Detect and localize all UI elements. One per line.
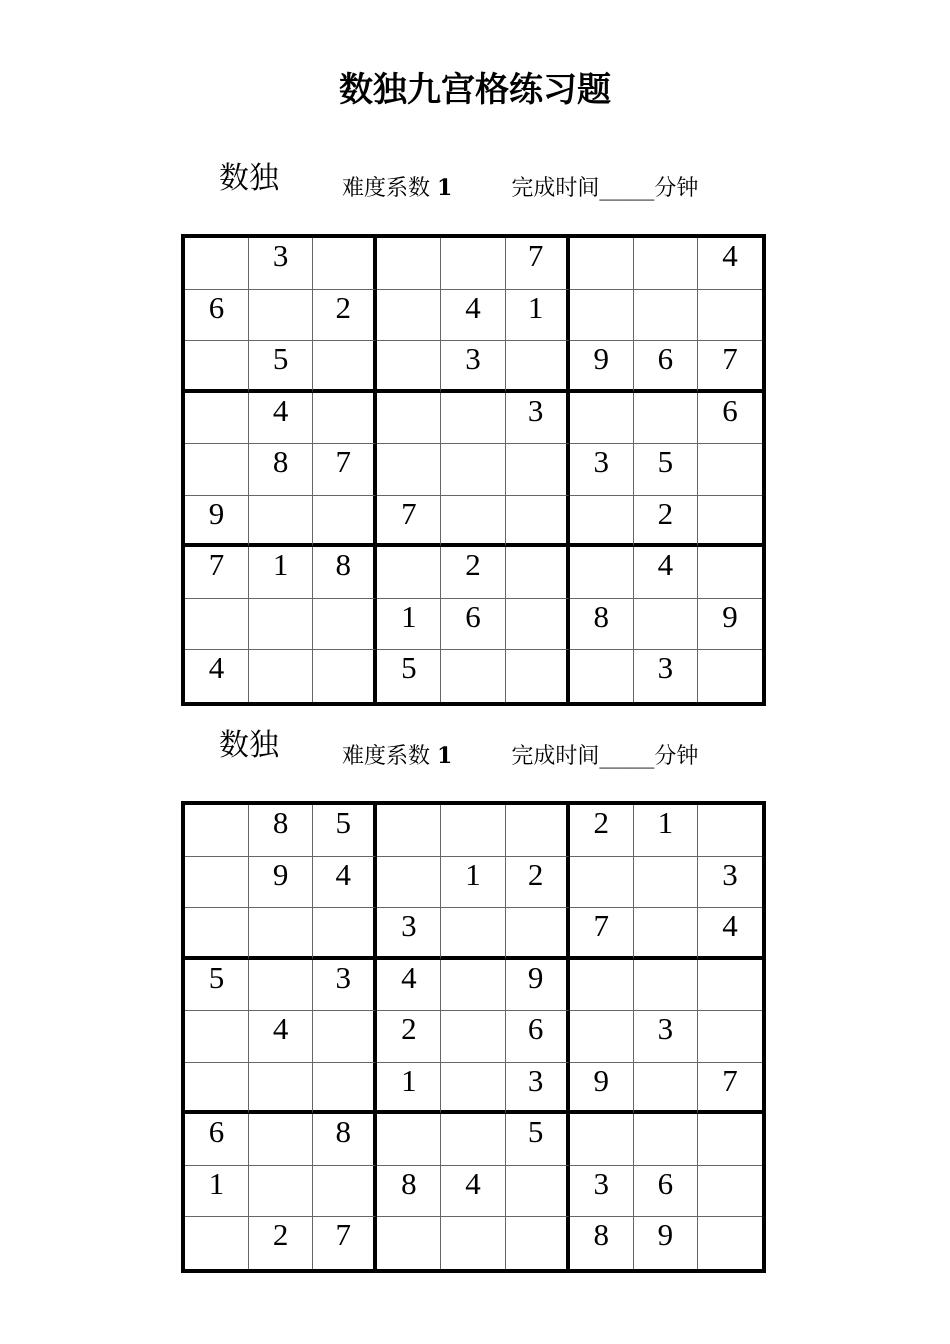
sudoku-cell[interactable] (634, 1063, 698, 1115)
sudoku-cell[interactable] (441, 1114, 505, 1166)
cell-digit: 6 (657, 341, 674, 377)
sudoku-cell[interactable] (249, 444, 313, 496)
cell-digit: 3 (335, 959, 352, 995)
sudoku-cell[interactable] (249, 393, 313, 445)
sudoku-cell[interactable] (698, 1011, 762, 1063)
sudoku-cell[interactable] (570, 1114, 634, 1166)
sudoku-cell[interactable] (570, 341, 634, 393)
puzzle-1-label: 数独 (219, 161, 279, 196)
sudoku-cell[interactable] (249, 599, 313, 651)
cell-digit: 6 (657, 1165, 674, 1201)
sudoku-cell[interactable] (377, 908, 441, 960)
cell-digit: 4 (657, 547, 674, 583)
cell-digit: 2 (657, 495, 674, 531)
sudoku-cell[interactable] (506, 393, 570, 445)
sudoku-cell[interactable] (249, 1011, 313, 1063)
sudoku-cell[interactable] (313, 290, 377, 342)
cell-digit: 3 (657, 1011, 674, 1047)
sudoku-cell[interactable] (698, 960, 762, 1012)
sudoku-cell[interactable] (634, 341, 698, 393)
sudoku-cell[interactable] (377, 1063, 441, 1115)
sudoku-cell[interactable] (506, 547, 570, 599)
sudoku-cell[interactable] (698, 393, 762, 445)
sudoku-cell[interactable] (313, 238, 377, 290)
sudoku-cell[interactable] (313, 1063, 377, 1115)
sudoku-cell[interactable] (249, 238, 313, 290)
sudoku-cell[interactable] (570, 805, 634, 857)
cell-digit: 9 (657, 1217, 674, 1253)
sudoku-cell[interactable] (377, 857, 441, 909)
sudoku-cell[interactable] (570, 547, 634, 599)
puzzle-2-grid (181, 801, 766, 1273)
sudoku-cell[interactable] (634, 1114, 698, 1166)
cell-digit: 9 (722, 598, 738, 634)
sudoku-cell[interactable] (441, 444, 505, 496)
cell-digit: 5 (272, 341, 289, 377)
cell-digit: 4 (465, 289, 481, 325)
sudoku-cell[interactable] (185, 393, 249, 445)
cell-digit: 3 (593, 444, 609, 480)
sudoku-cell[interactable] (249, 1217, 313, 1269)
cell-digit: 4 (722, 908, 738, 944)
sudoku-cell[interactable] (185, 496, 249, 548)
sudoku-cell[interactable] (634, 1166, 698, 1218)
sudoku-cell[interactable] (570, 393, 634, 445)
sudoku-cell[interactable] (570, 857, 634, 909)
sudoku-cell[interactable] (185, 960, 249, 1012)
cell-digit: 7 (401, 495, 417, 531)
sudoku-cell[interactable] (634, 908, 698, 960)
sudoku-cell[interactable] (377, 805, 441, 857)
puzzle-1-time-label: 完成时间_____分钟 (511, 176, 699, 201)
cell-digit: 4 (335, 856, 352, 892)
sudoku-cell[interactable] (634, 1217, 698, 1269)
sudoku-cell[interactable] (506, 857, 570, 909)
sudoku-cell[interactable] (377, 238, 441, 290)
puzzle-1-grid (181, 234, 766, 706)
sudoku-cell[interactable] (249, 857, 313, 909)
cell-digit: 1 (401, 598, 417, 634)
puzzle-2-difficulty-label: 难度系数 (342, 744, 431, 769)
sudoku-cell[interactable] (698, 650, 762, 702)
sudoku-cell[interactable] (506, 444, 570, 496)
sudoku-cell[interactable] (570, 650, 634, 702)
sudoku-cell[interactable] (570, 444, 634, 496)
cell-digit: 3 (527, 1062, 544, 1098)
sudoku-cell[interactable] (249, 650, 313, 702)
cell-digit: 6 (465, 598, 481, 634)
cell-digit: 7 (722, 341, 738, 377)
cell-digit: 9 (272, 856, 289, 892)
cell-digit: 8 (401, 1165, 417, 1201)
sudoku-cell[interactable] (185, 908, 249, 960)
sudoku-cell[interactable] (698, 290, 762, 342)
sudoku-cell[interactable] (185, 1011, 249, 1063)
sudoku-cell[interactable] (441, 1217, 505, 1269)
cell-digit: 6 (208, 1114, 225, 1150)
sudoku-cell[interactable] (634, 599, 698, 651)
sudoku-cell[interactable] (249, 341, 313, 393)
sudoku-cell[interactable] (185, 805, 249, 857)
sudoku-cell[interactable] (185, 1063, 249, 1115)
sudoku-cell[interactable] (377, 341, 441, 393)
sudoku-cell[interactable] (634, 444, 698, 496)
sudoku-cell[interactable] (634, 805, 698, 857)
sudoku-cell[interactable] (506, 599, 570, 651)
cell-digit: 9 (593, 1062, 609, 1098)
sudoku-cell[interactable] (313, 1011, 377, 1063)
cell-digit: 8 (272, 444, 289, 480)
sudoku-cell[interactable] (506, 960, 570, 1012)
sudoku-cell[interactable] (698, 1114, 762, 1166)
sudoku-cell[interactable] (570, 1217, 634, 1269)
cell-digit: 9 (208, 495, 225, 531)
sudoku-cell[interactable] (185, 1166, 249, 1218)
sudoku-cell[interactable] (698, 1217, 762, 1269)
cell-digit: 2 (527, 856, 544, 892)
cell-digit: 7 (722, 1062, 738, 1098)
puzzle-1-difficulty-label: 难度系数 (342, 176, 431, 201)
cell-digit: 1 (208, 1165, 225, 1201)
sudoku-cell[interactable] (185, 599, 249, 651)
puzzle-2-label: 数独 (219, 728, 279, 763)
cell-digit: 8 (335, 547, 352, 583)
cell-digit: 1 (465, 856, 481, 892)
sudoku-cell[interactable] (506, 238, 570, 290)
sudoku-cell[interactable] (377, 393, 441, 445)
cell-digit: 8 (593, 598, 609, 634)
sudoku-cell[interactable] (441, 1063, 505, 1115)
sudoku-cell[interactable] (313, 805, 377, 857)
cell-digit: 4 (465, 1165, 481, 1201)
sudoku-cell[interactable] (698, 444, 762, 496)
sudoku-cell[interactable] (313, 1114, 377, 1166)
cell-digit: 6 (527, 1011, 544, 1047)
sudoku-cell[interactable] (570, 599, 634, 651)
sudoku-cell[interactable] (570, 908, 634, 960)
sudoku-cell[interactable] (506, 650, 570, 702)
sudoku-cell[interactable] (506, 1114, 570, 1166)
sudoku-cell[interactable] (441, 290, 505, 342)
cell-digit: 3 (465, 341, 481, 377)
sudoku-cell[interactable] (377, 290, 441, 342)
cell-digit: 2 (335, 289, 352, 325)
sudoku-cell[interactable] (249, 1114, 313, 1166)
sudoku-cell[interactable] (698, 1166, 762, 1218)
cell-digit: 2 (465, 547, 481, 583)
sudoku-cell[interactable] (185, 1114, 249, 1166)
cell-digit: 5 (527, 1114, 544, 1150)
sudoku-cell[interactable] (313, 341, 377, 393)
cell-digit: 6 (722, 392, 738, 428)
sudoku-cell[interactable] (634, 547, 698, 599)
cell-digit: 7 (593, 908, 609, 944)
cell-digit: 3 (722, 856, 738, 892)
sudoku-cell[interactable] (313, 547, 377, 599)
sudoku-cell[interactable] (313, 444, 377, 496)
cell-digit: 3 (272, 238, 289, 273)
sudoku-cell[interactable] (441, 393, 505, 445)
sudoku-cell[interactable] (634, 238, 698, 290)
sudoku-cell[interactable] (441, 1011, 505, 1063)
sudoku-cell[interactable] (634, 857, 698, 909)
sudoku-cell[interactable] (249, 290, 313, 342)
sudoku-cell[interactable] (634, 960, 698, 1012)
cell-digit: 4 (208, 650, 225, 686)
sudoku-cell[interactable] (698, 238, 762, 290)
sudoku-cell[interactable] (441, 805, 505, 857)
sudoku-cell[interactable] (441, 908, 505, 960)
cell-digit: 9 (593, 341, 609, 377)
sudoku-cell[interactable] (441, 599, 505, 651)
cell-digit: 4 (272, 1011, 289, 1047)
sudoku-cell[interactable] (506, 805, 570, 857)
sudoku-cell[interactable] (698, 496, 762, 548)
sudoku-cell[interactable] (377, 599, 441, 651)
sudoku-cell[interactable] (506, 1063, 570, 1115)
page-title: 数独九宫格练习题 (339, 70, 611, 110)
cell-digit: 1 (657, 805, 674, 840)
sudoku-cell[interactable] (570, 960, 634, 1012)
sudoku-cell[interactable] (249, 908, 313, 960)
sudoku-cell[interactable] (313, 857, 377, 909)
sudoku-cell[interactable] (377, 1011, 441, 1063)
sudoku-cell[interactable] (185, 341, 249, 393)
sudoku-cell[interactable] (313, 1217, 377, 1269)
sudoku-cell[interactable] (185, 547, 249, 599)
sudoku-cell[interactable] (634, 650, 698, 702)
cell-digit: 4 (401, 959, 417, 995)
sudoku-cell[interactable] (506, 1011, 570, 1063)
cell-digit: 3 (657, 650, 674, 686)
sudoku-cell[interactable] (441, 857, 505, 909)
cell-digit: 4 (272, 392, 289, 428)
sudoku-cell[interactable] (506, 1166, 570, 1218)
sudoku-cell[interactable] (441, 1166, 505, 1218)
cell-digit: 1 (527, 289, 544, 325)
sudoku-cell[interactable] (441, 496, 505, 548)
sudoku-cell[interactable] (249, 960, 313, 1012)
sudoku-cell[interactable] (313, 960, 377, 1012)
cell-digit: 5 (208, 959, 225, 995)
cell-digit: 7 (335, 444, 352, 480)
sudoku-cell[interactable] (377, 444, 441, 496)
cell-digit: 5 (401, 650, 417, 686)
puzzle-2-meta (342, 739, 698, 770)
sudoku-cell[interactable] (249, 1166, 313, 1218)
sudoku-cell[interactable] (698, 857, 762, 909)
sudoku-cell[interactable] (698, 1063, 762, 1115)
sudoku-cell[interactable] (313, 496, 377, 548)
sudoku-cell[interactable] (185, 1217, 249, 1269)
sudoku-cell[interactable] (377, 650, 441, 702)
sudoku-cell[interactable] (698, 599, 762, 651)
cell-digit: 8 (272, 805, 289, 840)
sudoku-cell[interactable] (313, 650, 377, 702)
sudoku-cell[interactable] (506, 496, 570, 548)
sudoku-cell[interactable] (185, 238, 249, 290)
puzzle-1-difficulty-value: 1 (437, 175, 453, 201)
sudoku-cell[interactable] (506, 341, 570, 393)
sudoku-cell[interactable] (570, 1011, 634, 1063)
cell-digit: 3 (527, 392, 544, 428)
cell-digit: 5 (657, 444, 674, 480)
cell-digit: 7 (527, 238, 544, 273)
sudoku-cell[interactable] (249, 496, 313, 548)
sudoku-cell[interactable] (634, 496, 698, 548)
sudoku-cell[interactable] (506, 1217, 570, 1269)
sudoku-cell[interactable] (377, 547, 441, 599)
sudoku-cell[interactable] (634, 290, 698, 342)
sudoku-cell[interactable] (377, 1217, 441, 1269)
cell-digit: 6 (208, 289, 225, 325)
sudoku-cell[interactable] (377, 960, 441, 1012)
sudoku-cell[interactable] (441, 960, 505, 1012)
sudoku-cell[interactable] (185, 857, 249, 909)
sudoku-cell[interactable] (441, 547, 505, 599)
sudoku-cell[interactable] (249, 805, 313, 857)
sudoku-cell[interactable] (185, 290, 249, 342)
sudoku-cell[interactable] (570, 1166, 634, 1218)
sudoku-cell[interactable] (698, 341, 762, 393)
cell-digit: 3 (401, 908, 417, 944)
cell-digit: 8 (335, 1114, 352, 1150)
sudoku-cell[interactable] (313, 599, 377, 651)
cell-digit: 3 (593, 1165, 609, 1201)
sudoku-cell[interactable] (249, 547, 313, 599)
sudoku-cell[interactable] (249, 1063, 313, 1115)
cell-digit: 7 (335, 1217, 352, 1253)
sudoku-cell[interactable] (313, 908, 377, 960)
cell-digit: 2 (401, 1011, 417, 1047)
sudoku-cell[interactable] (570, 238, 634, 290)
cell-digit: 9 (527, 959, 544, 995)
sudoku-cell[interactable] (698, 547, 762, 599)
sudoku-cell[interactable] (570, 1063, 634, 1115)
cell-digit: 1 (401, 1062, 417, 1098)
sudoku-cell[interactable] (185, 444, 249, 496)
cell-digit: 1 (272, 547, 289, 583)
sudoku-cell[interactable] (570, 496, 634, 548)
sudoku-cell[interactable] (634, 393, 698, 445)
cell-digit: 2 (593, 805, 609, 840)
sudoku-cell[interactable] (441, 650, 505, 702)
sudoku-cell[interactable] (185, 650, 249, 702)
sudoku-cell[interactable] (698, 805, 762, 857)
sudoku-cell[interactable] (506, 290, 570, 342)
sudoku-cell[interactable] (313, 1166, 377, 1218)
cell-digit: 2 (272, 1217, 289, 1253)
cell-digit: 8 (593, 1217, 609, 1253)
sudoku-cell[interactable] (698, 908, 762, 960)
sudoku-cell[interactable] (506, 908, 570, 960)
sudoku-cell[interactable] (377, 1166, 441, 1218)
cell-digit: 7 (208, 547, 225, 583)
sudoku-cell[interactable] (634, 1011, 698, 1063)
cell-digit: 4 (722, 238, 738, 273)
puzzle-1-meta (342, 171, 698, 202)
sudoku-cell[interactable] (441, 341, 505, 393)
sudoku-cell[interactable] (377, 496, 441, 548)
sudoku-cell[interactable] (377, 1114, 441, 1166)
sudoku-cell[interactable] (441, 238, 505, 290)
cell-digit: 5 (335, 805, 352, 840)
sudoku-cell[interactable] (313, 393, 377, 445)
sudoku-cell[interactable] (570, 290, 634, 342)
puzzle-2-time-label: 完成时间_____分钟 (511, 744, 699, 769)
puzzle-2-difficulty-value: 1 (437, 743, 453, 769)
